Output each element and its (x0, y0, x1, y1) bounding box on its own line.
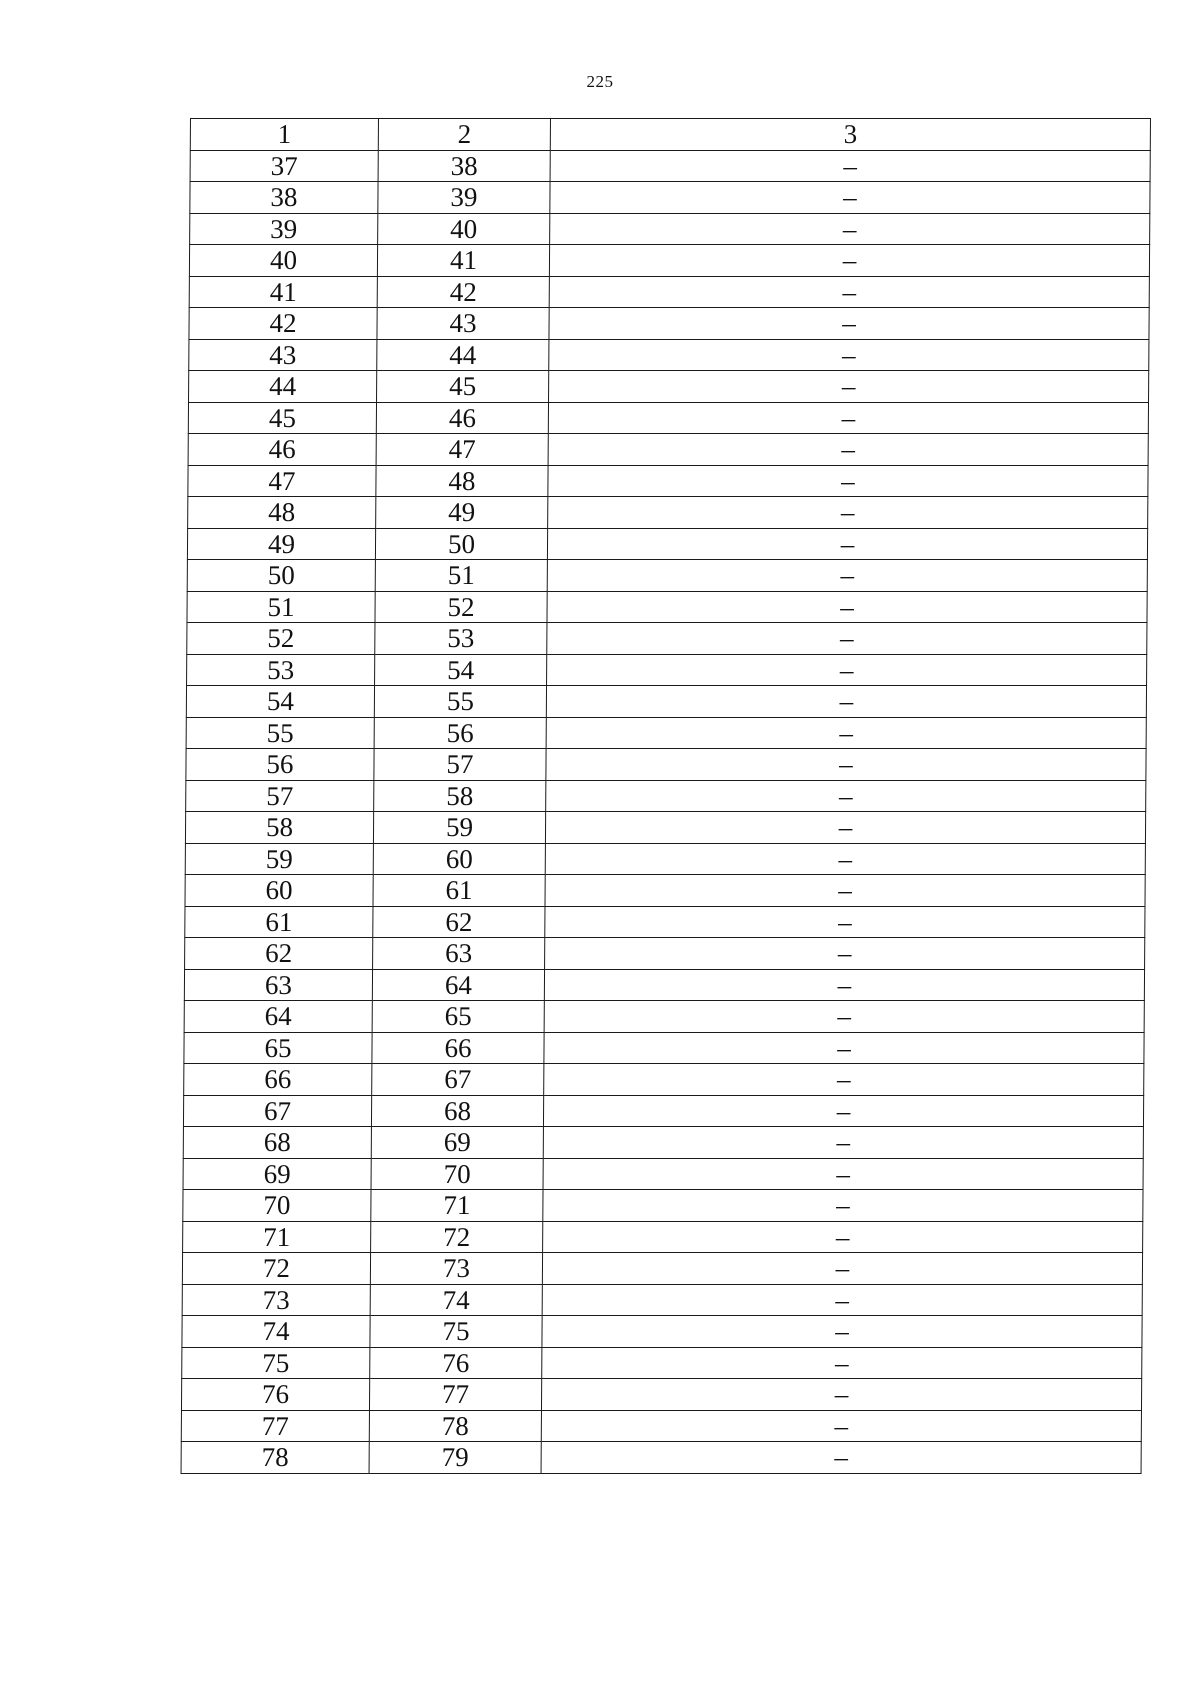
header-cell-col-2: 2 (378, 119, 550, 151)
header-cell-col-1: 1 (190, 119, 378, 151)
table-row (189, 276, 1149, 308)
table-cell-col-2: 49 (376, 497, 548, 529)
table-row (181, 1410, 1141, 1442)
table-row (188, 402, 1148, 434)
table-row (187, 623, 1147, 655)
table-row (185, 875, 1145, 907)
table-cell-col-1: 48 (188, 497, 376, 529)
table-row (182, 1253, 1142, 1285)
table-row (189, 339, 1149, 371)
table-cell-col-3: – (547, 654, 1147, 686)
table-cell-col-3: – (543, 1221, 1143, 1253)
table-row (188, 497, 1148, 529)
table-cell-col-1: 61 (185, 906, 373, 938)
table-cell-col-2: 51 (375, 560, 547, 592)
table-row (190, 150, 1150, 182)
table-cell-col-1: 56 (186, 749, 374, 781)
table-cell-col-2: 48 (376, 465, 548, 497)
table-cell-col-3: – (549, 308, 1149, 340)
table-cell-col-2: 69 (371, 1127, 543, 1159)
table-cell-col-3: – (547, 528, 1147, 560)
table-cell-col-2: 54 (375, 654, 547, 686)
table-cell-col-3: – (546, 686, 1146, 718)
table-cell-col-1: 64 (184, 1001, 372, 1033)
table-row (189, 308, 1149, 340)
table-row (186, 686, 1146, 718)
table-cell-col-1: 54 (186, 686, 374, 718)
table-cell-col-2: 58 (374, 780, 546, 812)
table-row (183, 1221, 1143, 1253)
table-header-row (190, 119, 1150, 151)
table-cell-col-2: 63 (373, 938, 545, 970)
table-cell-col-2: 61 (373, 875, 545, 907)
data-table (181, 118, 1151, 1474)
table-row (184, 1064, 1144, 1096)
table-cell-col-3: – (545, 906, 1145, 938)
table-cell-col-1: 53 (187, 654, 375, 686)
table-cell-col-3: – (550, 182, 1150, 214)
table-body (181, 119, 1150, 1474)
table-row (182, 1284, 1142, 1316)
table-cell-col-2: 56 (374, 717, 546, 749)
table-cell-col-3: – (547, 623, 1147, 655)
table-cell-col-2: 70 (371, 1158, 543, 1190)
table-row (190, 213, 1150, 245)
table-cell-col-1: 58 (185, 812, 373, 844)
table-cell-col-1: 44 (189, 371, 377, 403)
table-cell-col-3: – (547, 560, 1147, 592)
table-cell-col-2: 40 (378, 213, 550, 245)
table-cell-col-3: – (543, 1158, 1143, 1190)
table-cell-col-3: – (549, 276, 1149, 308)
table-cell-col-1: 38 (190, 182, 378, 214)
table-cell-col-1: 52 (187, 623, 375, 655)
table-row (181, 1379, 1141, 1411)
table-cell-col-3: – (543, 1127, 1143, 1159)
table-row (185, 938, 1145, 970)
table-row (181, 1442, 1141, 1474)
table-cell-col-3: – (548, 434, 1148, 466)
table-cell-col-3: – (544, 1001, 1144, 1033)
table-cell-col-3: – (542, 1347, 1142, 1379)
page-number: 225 (586, 72, 614, 91)
table-cell-col-3: – (541, 1379, 1141, 1411)
table-cell-col-1: 37 (190, 150, 378, 182)
table-cell-col-2: 77 (369, 1379, 541, 1411)
table-cell-col-2: 46 (376, 402, 548, 434)
table-cell-col-1: 41 (189, 276, 377, 308)
table-row (182, 1316, 1142, 1348)
table-cell-col-1: 68 (183, 1127, 371, 1159)
table-cell-col-2: 76 (370, 1347, 542, 1379)
table-row (185, 906, 1145, 938)
table-cell-col-3: – (542, 1253, 1142, 1285)
table-cell-col-2: 41 (377, 245, 549, 277)
table-cell-col-3: – (548, 465, 1148, 497)
table-cell-col-2: 74 (370, 1284, 542, 1316)
table-cell-col-2: 72 (371, 1221, 543, 1253)
table-row (185, 812, 1145, 844)
table-cell-col-3: – (548, 497, 1148, 529)
table-cell-col-3: – (545, 843, 1145, 875)
table-cell-col-1: 66 (184, 1064, 372, 1096)
table-cell-col-1: 69 (183, 1158, 371, 1190)
table-row (188, 434, 1148, 466)
table-cell-col-2: 42 (377, 276, 549, 308)
table-row (183, 1095, 1143, 1127)
table-row (187, 528, 1147, 560)
table-cell-col-1: 45 (188, 402, 376, 434)
table-cell-col-1: 76 (181, 1379, 369, 1411)
table-cell-col-1: 63 (184, 969, 372, 1001)
table-cell-col-3: – (544, 969, 1144, 1001)
table-cell-col-2: 67 (372, 1064, 544, 1096)
table-cell-col-3: – (548, 402, 1148, 434)
table-cell-col-1: 49 (187, 528, 375, 560)
table-cell-col-2: 60 (373, 843, 545, 875)
table-cell-col-1: 57 (186, 780, 374, 812)
table-cell-col-2: 53 (375, 623, 547, 655)
table-cell-col-1: 75 (182, 1347, 370, 1379)
table-cell-col-2: 38 (378, 150, 550, 182)
table-cell-col-2: 65 (372, 1001, 544, 1033)
table-row (189, 245, 1149, 277)
table-cell-col-2: 62 (373, 906, 545, 938)
table-cell-col-1: 40 (189, 245, 377, 277)
table-cell-col-1: 78 (181, 1442, 369, 1474)
table-cell-col-3: – (543, 1190, 1143, 1222)
table-row (183, 1158, 1143, 1190)
table-cell-col-2: 78 (369, 1410, 541, 1442)
table-cell-col-2: 44 (377, 339, 549, 371)
table-cell-col-1: 65 (184, 1032, 372, 1064)
table-cell-col-3: – (550, 150, 1150, 182)
table-row (185, 843, 1145, 875)
table-cell-col-2: 57 (374, 749, 546, 781)
table-cell-col-2: 64 (372, 969, 544, 1001)
table-cell-col-2: 71 (371, 1190, 543, 1222)
table-row (186, 780, 1146, 812)
table-cell-col-2: 50 (375, 528, 547, 560)
table-cell-col-3: – (546, 749, 1146, 781)
table-cell-col-3: – (543, 1095, 1143, 1127)
table-cell-col-1: 46 (188, 434, 376, 466)
table-cell-col-1: 47 (188, 465, 376, 497)
table-cell-col-2: 66 (372, 1032, 544, 1064)
table-cell-col-1: 73 (182, 1284, 370, 1316)
table-row (190, 182, 1150, 214)
table-row (183, 1127, 1143, 1159)
table-cell-col-1: 43 (189, 339, 377, 371)
table-row (184, 969, 1144, 1001)
table-cell-col-3: – (541, 1410, 1141, 1442)
table-cell-col-2: 47 (376, 434, 548, 466)
table-cell-col-2: 43 (377, 308, 549, 340)
table-cell-col-2: 79 (369, 1442, 541, 1474)
table-cell-col-1: 77 (181, 1410, 369, 1442)
table-cell-col-3: – (545, 875, 1145, 907)
table-cell-col-3: – (544, 1032, 1144, 1064)
table-cell-col-3: – (545, 812, 1145, 844)
header-cell-col-3: 3 (550, 119, 1150, 151)
table-cell-col-1: 67 (183, 1095, 371, 1127)
table-cell-col-3: – (545, 938, 1145, 970)
table-cell-col-1: 55 (186, 717, 374, 749)
table-cell-col-3: – (549, 371, 1149, 403)
table-cell-col-2: 45 (377, 371, 549, 403)
table-cell-col-1: 59 (185, 843, 373, 875)
table-row (186, 717, 1146, 749)
table-row (184, 1032, 1144, 1064)
table-cell-col-2: 73 (370, 1253, 542, 1285)
table-cell-col-3: – (549, 245, 1149, 277)
table-row (189, 371, 1149, 403)
table-cell-col-3: – (546, 717, 1146, 749)
table-cell-col-2: 68 (371, 1095, 543, 1127)
table-cell-col-2: 39 (378, 182, 550, 214)
table-cell-col-1: 39 (190, 213, 378, 245)
table-row (187, 591, 1147, 623)
table-cell-col-3: – (546, 780, 1146, 812)
table-cell-col-1: 60 (185, 875, 373, 907)
table-row (184, 1001, 1144, 1033)
table-cell-col-1: 71 (183, 1221, 371, 1253)
table-cell-col-3: – (542, 1316, 1142, 1348)
table-cell-col-1: 70 (183, 1190, 371, 1222)
table-cell-col-3: – (549, 339, 1149, 371)
table-cell-col-1: 42 (189, 308, 377, 340)
table-cell-col-2: 75 (370, 1316, 542, 1348)
table-row (187, 560, 1147, 592)
table-cell-col-1: 74 (182, 1316, 370, 1348)
table-cell-col-3: – (541, 1442, 1141, 1474)
table-cell-col-3: – (547, 591, 1147, 623)
table-row (183, 1190, 1143, 1222)
table-cell-col-3: – (542, 1284, 1142, 1316)
table-cell-col-1: 50 (187, 560, 375, 592)
table-cell-col-3: – (544, 1064, 1144, 1096)
table-cell-col-2: 52 (375, 591, 547, 623)
table-cell-col-1: 72 (182, 1253, 370, 1285)
table-cell-col-2: 55 (374, 686, 546, 718)
table-cell-col-2: 59 (373, 812, 545, 844)
table-row (187, 654, 1147, 686)
table-cell-col-1: 51 (187, 591, 375, 623)
table-cell-col-3: – (550, 213, 1150, 245)
table-cell-col-1: 62 (185, 938, 373, 970)
table-row (186, 749, 1146, 781)
table-row (182, 1347, 1142, 1379)
table-row (188, 465, 1148, 497)
